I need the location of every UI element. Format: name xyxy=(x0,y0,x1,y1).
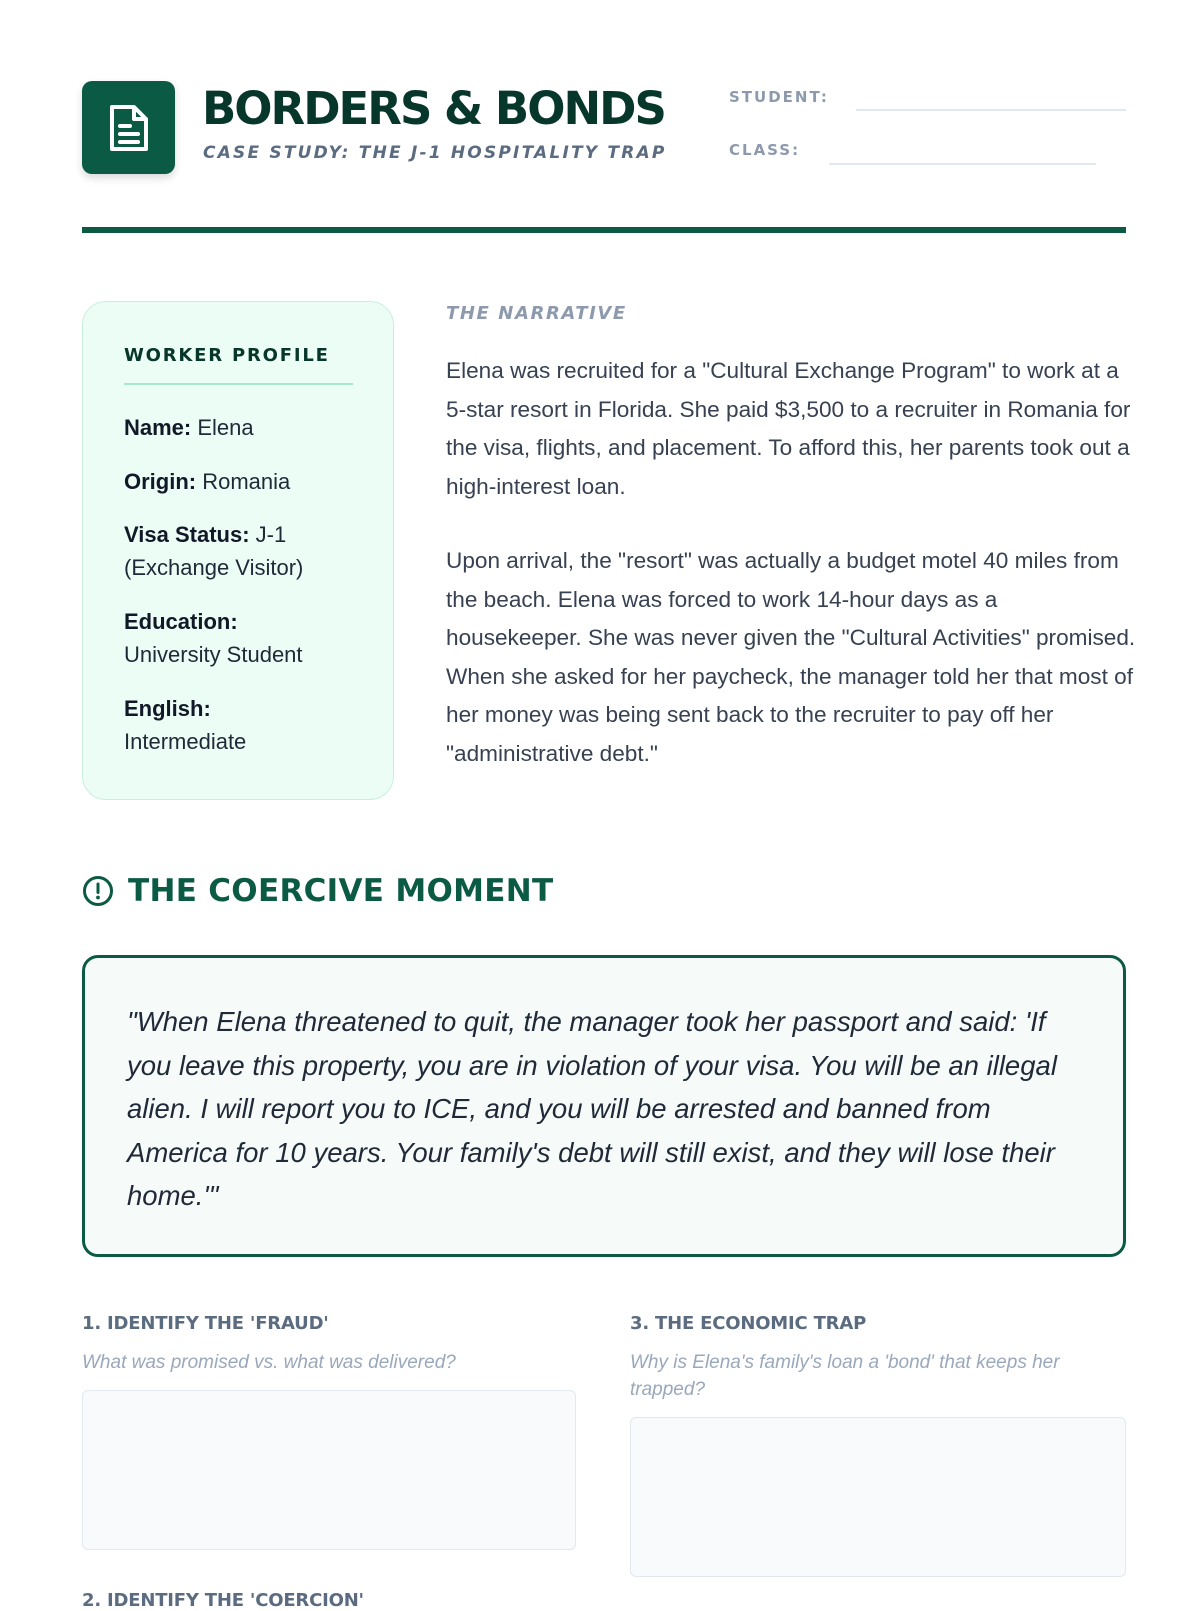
section-title: THE COERCIVE MOMENT xyxy=(128,873,554,909)
profile-field-name xyxy=(124,411,374,444)
worksheet-title: BORDERS & BONDS xyxy=(202,82,665,135)
narrative-paragraph: Upon arrival, the "resort" was actually a budget motel 40 miles from the beach. Elena was forced to work 14-hour days as a housekeeper. She was never given the "Cultural Activities" promised. When she asked for her paycheck, the manager told her that most of her money was being sent back to the recruiter to pay off her "administrative debt." xyxy=(446,548,1136,766)
student-label: STUDENT: xyxy=(729,88,829,106)
student-name-field[interactable] xyxy=(856,109,1126,111)
class-name-field[interactable] xyxy=(829,163,1096,165)
narrative-label: THE NARRATIVE xyxy=(446,303,627,324)
question-hint: What was promised vs. what was delivered? xyxy=(82,1352,456,1373)
alert-circle-icon xyxy=(82,875,114,907)
logo xyxy=(82,81,175,174)
field-value: Romania xyxy=(202,469,291,494)
narrative-paragraph: Elena was recruited for a "Cultural Exchange Program" to work at a 5-star resort in Florida. She paid $3,500 to a recruiter in Romania for the visa, flights, and placement. To afford this, her parents took out a high-interest loan. xyxy=(446,358,1131,499)
worksheet-header xyxy=(82,80,1126,176)
worksheet-subtitle: CASE STUDY: THE J-1 HOSPITALITY TRAP xyxy=(203,143,667,163)
manager-quote: "When Elena threatened to quit, the manager took her passport and said: 'If you leave this property, you are in violation of your visa. You will be an illegal alien. I will report you to ICE, and you will be arrested and banned from America for 10 years. Your family's debt will still exist, and they will lose their home.'" xyxy=(127,1006,1057,1211)
header-divider xyxy=(82,227,1126,233)
profile-divider xyxy=(124,383,353,385)
question-title: 2. IDENTIFY THE 'COERCION' xyxy=(82,1590,364,1611)
field-value: University Student xyxy=(124,642,303,667)
field-key: Education: xyxy=(124,609,238,634)
profile-field-education xyxy=(124,605,374,671)
class-label: CLASS: xyxy=(729,141,801,159)
worksheet-page xyxy=(82,0,1136,1611)
profile-field-origin xyxy=(124,465,374,498)
answer-box-economic-trap[interactable] xyxy=(630,1417,1126,1577)
question-title: 1. IDENTIFY THE 'FRAUD' xyxy=(82,1313,329,1334)
document-icon xyxy=(108,104,150,152)
field-value: Elena xyxy=(197,415,254,440)
answer-box-fraud[interactable] xyxy=(82,1390,576,1550)
quote-box xyxy=(82,955,1126,1257)
field-key: English: xyxy=(124,696,211,721)
field-value: Intermediate xyxy=(124,729,247,754)
profile-heading: WORKER PROFILE xyxy=(124,345,330,366)
worker-profile-card xyxy=(82,301,394,800)
field-key: Origin: xyxy=(124,469,197,494)
field-value: J-1 (Exchange Visitor) xyxy=(124,522,304,580)
field-key: Visa Status: xyxy=(124,522,250,547)
field-key: Name: xyxy=(124,415,192,440)
question-hint: Why is Elena's family's loan a 'bond' that keeps her trapped? xyxy=(630,1352,1060,1400)
profile-field-visa-status xyxy=(124,518,374,584)
question-title: 3. THE ECONOMIC TRAP xyxy=(630,1313,867,1334)
profile-field-english xyxy=(124,692,374,758)
